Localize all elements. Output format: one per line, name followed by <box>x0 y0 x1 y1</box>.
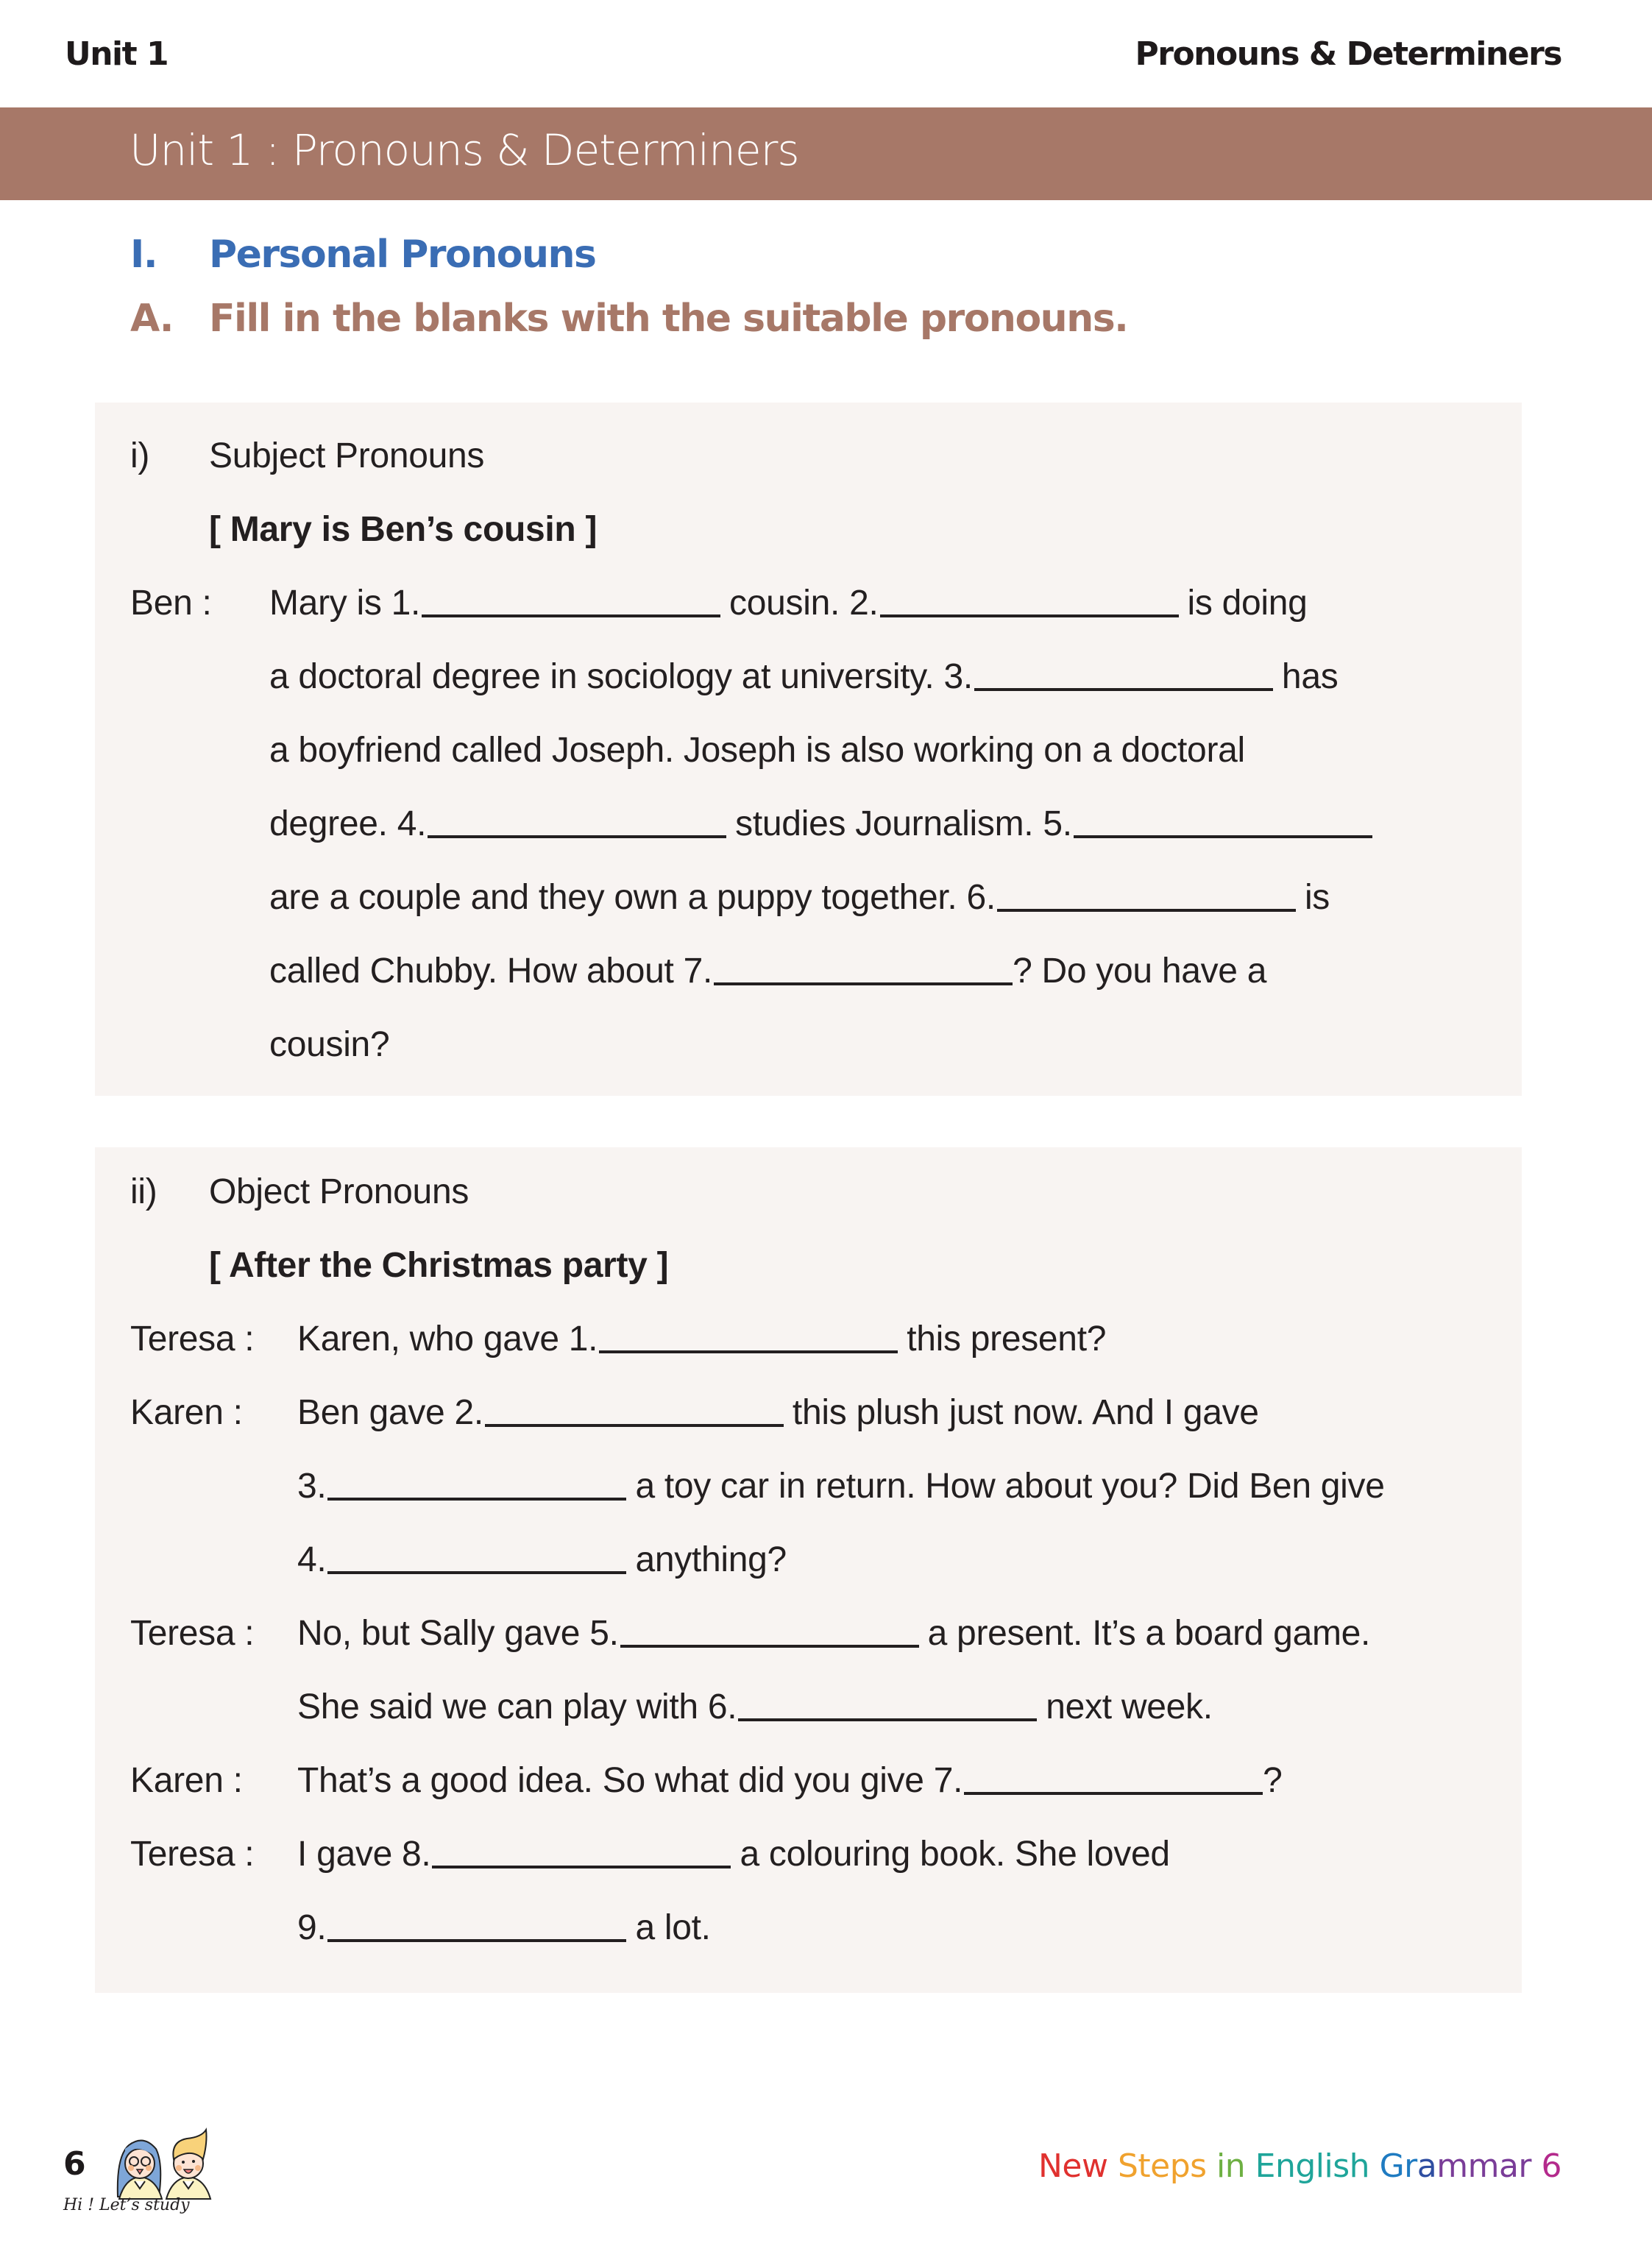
line-text: 4. <box>297 1540 327 1579</box>
answer-blank-6[interactable] <box>997 909 1296 912</box>
line-text: No, but Sally gave 5. <box>297 1614 619 1653</box>
line-text: a doctoral degree in sociology at university. 3. <box>269 657 973 696</box>
exercise-2-number: ii) <box>130 1172 157 1211</box>
exercise-1-number: i) <box>130 436 150 475</box>
brand-word: mmar <box>1436 2147 1531 2185</box>
answer-blank-4[interactable] <box>428 835 726 838</box>
answer-blank-2[interactable] <box>880 614 1179 617</box>
line-text: a boyfriend called Joseph. Joseph is also working on a doctoral <box>269 731 1245 770</box>
brand-word-grammar <box>1380 2147 1531 2185</box>
line-text: is <box>1304 878 1330 917</box>
speaker-label: Karen : <box>130 1761 243 1800</box>
line-text: a lot. <box>635 1908 711 1947</box>
line-text: a present. It’s a board game. <box>927 1614 1371 1653</box>
unit-banner-title: Unit 1 : Pronouns & Determiners <box>130 125 799 175</box>
line-text: cousin? <box>269 1025 390 1064</box>
answer-blank-6[interactable] <box>738 1718 1037 1721</box>
dialogue-line <box>297 1540 787 1580</box>
brand-word: 6 <box>1541 2147 1561 2185</box>
running-header-topic: Pronouns & Determiners <box>1135 35 1561 73</box>
answer-blank-5[interactable] <box>620 1645 919 1648</box>
line-text: next week. <box>1046 1687 1213 1726</box>
line-text: anything? <box>635 1540 787 1579</box>
line-text: ? Do you have a <box>1013 952 1267 991</box>
line-text: a colouring book. She loved <box>740 1835 1170 1874</box>
answer-blank-7[interactable] <box>714 982 1013 985</box>
brand-word: English <box>1255 2147 1370 2185</box>
speaker-label: Teresa : <box>130 1614 255 1653</box>
brand-word: New <box>1038 2147 1108 2185</box>
exercise-2-context: [ After the Christmas party ] <box>209 1246 669 1285</box>
line-text: degree. 4. <box>269 804 427 843</box>
dialogue-line <box>297 1760 1283 1801</box>
line-text: a toy car in return. How about you? Did Ben give <box>635 1467 1385 1506</box>
dialogue-line <box>269 583 1308 623</box>
line-text: That’s a good idea. So what did you give 7. <box>297 1761 963 1800</box>
dialogue-line <box>297 1466 1385 1506</box>
instruction-letter: A. <box>130 297 173 341</box>
brand-word: a <box>1417 2147 1437 2185</box>
dialogue-line <box>297 1392 1259 1433</box>
dialogue-line <box>297 1319 1106 1359</box>
brand-word: in <box>1216 2147 1246 2185</box>
answer-blank-7[interactable] <box>964 1792 1263 1795</box>
answer-blank-2[interactable] <box>485 1424 784 1427</box>
line-text: Mary is 1. <box>269 584 421 623</box>
running-header-unit: Unit 1 <box>65 35 169 73</box>
answer-blank-9[interactable] <box>327 1939 626 1942</box>
book-title-brand <box>1038 2147 1561 2185</box>
line-text: She said we can play with 6. <box>297 1687 737 1726</box>
dialogue-line <box>269 730 1245 771</box>
instruction-text: Fill in the blanks with the suitable pronouns. <box>209 297 1128 341</box>
dialogue-line <box>297 1834 1170 1874</box>
dialogue-line <box>297 1907 711 1948</box>
dialogue-line <box>269 804 1381 844</box>
line-text: this plush just now. And I gave <box>792 1393 1259 1432</box>
brand-word: Steps <box>1117 2147 1207 2185</box>
exercise-1-context: [ Mary is Ben’s cousin ] <box>209 510 598 549</box>
line-text: is doing <box>1187 584 1308 623</box>
line-text: 3. <box>297 1467 327 1506</box>
line-text: I gave 8. <box>297 1835 431 1874</box>
line-text: cousin. 2. <box>729 584 879 623</box>
answer-blank-1[interactable] <box>422 614 720 617</box>
dialogue-line <box>269 656 1338 697</box>
exercise-1-title: Subject Pronouns <box>209 436 485 475</box>
answer-blank-3[interactable] <box>327 1498 626 1501</box>
line-text: studies Journalism. 5. <box>735 804 1072 843</box>
dialogue-line <box>297 1687 1213 1727</box>
answer-blank-8[interactable] <box>432 1866 731 1868</box>
section-title: Personal Pronouns <box>209 233 596 277</box>
section-number: I. <box>130 233 157 277</box>
answer-blank-3[interactable] <box>974 688 1273 691</box>
speaker-label: Teresa : <box>130 1835 255 1874</box>
dialogue-line <box>269 1024 389 1065</box>
line-text: Ben gave 2. <box>297 1393 483 1432</box>
dialogue-line <box>269 951 1266 991</box>
dialogue-line <box>297 1613 1370 1654</box>
answer-blank-4[interactable] <box>327 1571 626 1574</box>
line-text: has <box>1281 657 1339 696</box>
speaker-label: Ben : <box>130 584 212 623</box>
brand-word: Gr <box>1379 2147 1417 2185</box>
line-text: 9. <box>297 1908 327 1947</box>
answer-blank-5[interactable] <box>1074 835 1372 838</box>
line-text: called Chubby. How about 7. <box>269 952 713 991</box>
dialogue-line <box>269 877 1330 918</box>
exercise-2-title: Object Pronouns <box>209 1172 469 1211</box>
line-text: ? <box>1263 1761 1283 1800</box>
line-text: Karen, who gave 1. <box>297 1319 598 1359</box>
page-number: 6 <box>63 2145 86 2183</box>
line-text: are a couple and they own a puppy together. 6. <box>269 878 996 917</box>
mascot-caption: Hi ! Let’s study <box>63 2196 190 2214</box>
speaker-label: Karen : <box>130 1393 243 1432</box>
mascot-illustration-icon <box>110 2127 221 2200</box>
answer-blank-1[interactable] <box>599 1350 898 1353</box>
line-text: this present? <box>907 1319 1107 1359</box>
speaker-label: Teresa : <box>130 1319 255 1359</box>
